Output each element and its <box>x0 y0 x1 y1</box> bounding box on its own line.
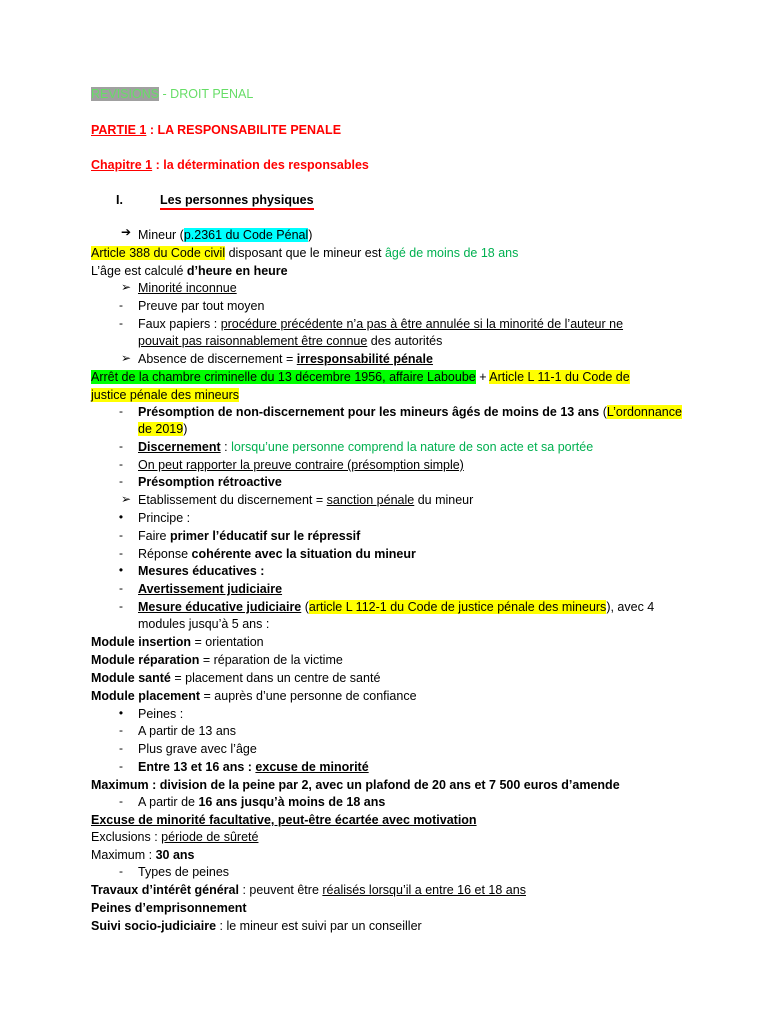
l2-a: L’âge est calculé <box>91 264 187 278</box>
l12-b: sanction pénale <box>326 493 415 507</box>
l19-a: Module insertion <box>91 635 191 649</box>
l27: Maximum : division de la peine par 2, avec un plafond de 20 ans et 7 500 euros d’amende <box>91 778 620 792</box>
l14 <box>138 528 360 544</box>
l7-c: Article L 11-1 du Code de <box>489 370 630 384</box>
l9-b: : <box>220 440 232 454</box>
l5-cont <box>138 333 442 349</box>
dash-marker-icon: - <box>119 404 123 418</box>
l35-b: : le mineur est suivi par un conseiller <box>216 919 422 933</box>
dash-marker-icon: - <box>119 599 123 613</box>
l33-a: Travaux d’intérêt général <box>91 883 239 897</box>
line-article-388 <box>91 245 518 261</box>
dash-marker-icon: - <box>119 439 123 453</box>
l8-e: ) <box>183 422 188 436</box>
article-388: Article 388 du Code civil <box>91 246 226 260</box>
l32: Types de peines <box>138 865 230 879</box>
section-number: I. <box>116 193 123 207</box>
l18-cont: modules jusqu’à 5 ans : <box>138 617 270 631</box>
doc-header <box>91 86 253 102</box>
l19-b: = orientation <box>191 635 264 649</box>
l28-b: 16 ans jusqu’à moins de 18 ans <box>198 795 386 809</box>
l31-b: 30 ans <box>155 848 195 862</box>
l6-a: Absence de discernement = <box>138 352 297 366</box>
l18-a: Mesure éducative judiciaire <box>138 600 302 614</box>
dash-marker-icon: - <box>119 723 123 737</box>
l18-c: article L 112-1 du Code de justice pénale des mineurs <box>308 600 607 614</box>
l12 <box>138 492 473 508</box>
l1-b: disposant que le mineur est <box>225 246 385 260</box>
chapitre-rest: : la détermination des responsables <box>152 158 369 172</box>
dash-marker-icon: - <box>119 581 123 595</box>
dash-marker-icon: - <box>119 864 123 878</box>
l9 <box>138 439 593 455</box>
l7-d: justice pénale des mineurs <box>91 388 239 402</box>
l17: Avertissement judiciaire <box>138 582 283 596</box>
dash-marker-icon: - <box>119 316 123 330</box>
arrow-marker-icon: ➔ <box>120 225 132 239</box>
mineur-ref: p.2361 du Code Pénal <box>183 228 309 242</box>
dash-marker-icon: - <box>119 759 123 773</box>
l7-cont <box>91 387 239 403</box>
chapitre-title <box>91 157 369 173</box>
l18-b: ( <box>301 600 309 614</box>
l15-b: cohérente avec la situation du mineur <box>191 547 416 561</box>
l6-b: irresponsabilité pénale <box>296 352 433 366</box>
dash-marker-icon: - <box>119 457 123 471</box>
l5-b: procédure précédente n’a pas à être annulée si la minorité de l’auteur ne <box>220 317 624 331</box>
l14-a: Faire <box>138 529 170 543</box>
l5 <box>138 316 623 332</box>
line-age <box>91 263 288 279</box>
partie-label: PARTIE 1 <box>91 123 147 137</box>
section-heading <box>116 192 314 208</box>
l15-a: Réponse <box>138 547 192 561</box>
l8-b: ( <box>599 405 607 419</box>
l22 <box>91 688 417 704</box>
l33-b: : peuvent être <box>238 883 323 897</box>
bullet-marker-icon: • <box>118 563 124 577</box>
dash-marker-icon: - <box>119 528 123 542</box>
dash-marker-icon: - <box>119 298 123 312</box>
l34: Peines d’emprisonnement <box>91 901 247 915</box>
l21-a: Module santé <box>91 671 171 685</box>
l28 <box>138 794 385 810</box>
l9-a: Discernement <box>138 440 221 454</box>
l26 <box>138 759 369 775</box>
l14-b: primer l’éducatif sur le répressif <box>169 529 361 543</box>
tri-marker-icon: ➢ <box>120 351 132 365</box>
section-title: Les personnes physiques <box>160 192 314 210</box>
l5-c: pouvait pas raisonnablement être connue <box>138 334 368 348</box>
l18-d: ), avec 4 <box>606 600 655 614</box>
l26-b: : <box>244 760 256 774</box>
l29: Excuse de minorité facultative, peut-être écartée avec motivation <box>91 813 477 827</box>
l20 <box>91 652 343 668</box>
l8-a: Présomption de non-discernement pour les mineurs âgés de moins de 13 ans <box>138 405 600 419</box>
dash-marker-icon: - <box>119 741 123 755</box>
l15 <box>138 546 416 562</box>
partie-title <box>91 122 341 138</box>
l20-b: = réparation de la victime <box>199 653 343 667</box>
l12-a: Etablissement du discernement = <box>138 493 327 507</box>
l30-a: Exclusions : <box>91 830 162 844</box>
l26-a: Entre 13 et 16 ans <box>138 760 245 774</box>
l8-d: de 2019 <box>138 422 184 436</box>
l10: On peut rapporter la preuve contraire (présomption simple) <box>138 458 464 472</box>
partie-rest: : LA RESPONSABILITE PENALE <box>146 123 342 137</box>
l13: Principe : <box>138 511 191 525</box>
l8 <box>138 404 682 420</box>
l21 <box>91 670 380 686</box>
l5-d: des autorités <box>367 334 443 348</box>
l35-a: Suivi socio-judiciaire <box>91 919 217 933</box>
l12-c: du mineur <box>414 493 474 507</box>
l19 <box>91 634 264 650</box>
l7 <box>91 369 630 385</box>
mineur-post: ) <box>308 228 313 242</box>
l25: Plus grave avec l’âge <box>138 742 257 756</box>
l11: Présomption rétroactive <box>138 475 282 489</box>
mineur-pre: Mineur ( <box>138 228 184 242</box>
l26-c: excuse de minorité <box>255 760 369 774</box>
l7-a: Arrêt de la chambre criminelle du 13 décembre 1956, affaire Laboube <box>91 370 476 384</box>
header-rest: - DROIT PENAL <box>159 87 254 101</box>
l22-b: = auprès d’une personne de confiance <box>200 689 417 703</box>
mineur-line <box>138 227 312 243</box>
l20-a: Module réparation <box>91 653 200 667</box>
l2-b: d’heure en heure <box>186 264 288 278</box>
l31 <box>91 847 195 863</box>
l31-a: Maximum : <box>91 848 156 862</box>
l30-b: période de sûreté <box>161 830 259 844</box>
l4: Preuve par tout moyen <box>138 299 265 313</box>
l3: Minorité inconnue <box>138 281 237 295</box>
l22-a: Module placement <box>91 689 201 703</box>
l6 <box>138 351 433 367</box>
bullet-marker-icon: • <box>118 510 124 524</box>
tri-marker-icon: ➢ <box>120 280 132 294</box>
dash-marker-icon: - <box>119 474 123 488</box>
l18 <box>138 599 654 615</box>
l24: A partir de 13 ans <box>138 724 236 738</box>
l30 <box>91 829 258 845</box>
dash-marker-icon: - <box>119 794 123 808</box>
l23: Peines : <box>138 707 184 721</box>
l1-c: âgé de moins de 18 ans <box>384 246 519 260</box>
l28-a: A partir de <box>138 795 199 809</box>
l16: Mesures éducatives : <box>138 564 265 578</box>
l5-a: Faux papiers : <box>138 317 221 331</box>
l33 <box>91 882 526 898</box>
l8-c: L’ordonnance <box>606 405 682 419</box>
bullet-marker-icon: • <box>118 706 124 720</box>
l7-b: + <box>475 370 490 384</box>
l9-c: lorsqu’une personne comprend la nature de son acte et sa portée <box>231 440 594 454</box>
l21-b: = placement dans un centre de santé <box>170 671 381 685</box>
l8-cont <box>138 421 187 437</box>
chapitre-label: Chapitre 1 <box>91 158 153 172</box>
revisions-label: REVISIONS <box>91 87 160 101</box>
dash-marker-icon: - <box>119 546 123 560</box>
tri-marker-icon: ➢ <box>120 492 132 506</box>
l33-c: réalisés lorsqu’il a entre 16 et 18 ans <box>322 883 526 897</box>
l35 <box>91 918 422 934</box>
